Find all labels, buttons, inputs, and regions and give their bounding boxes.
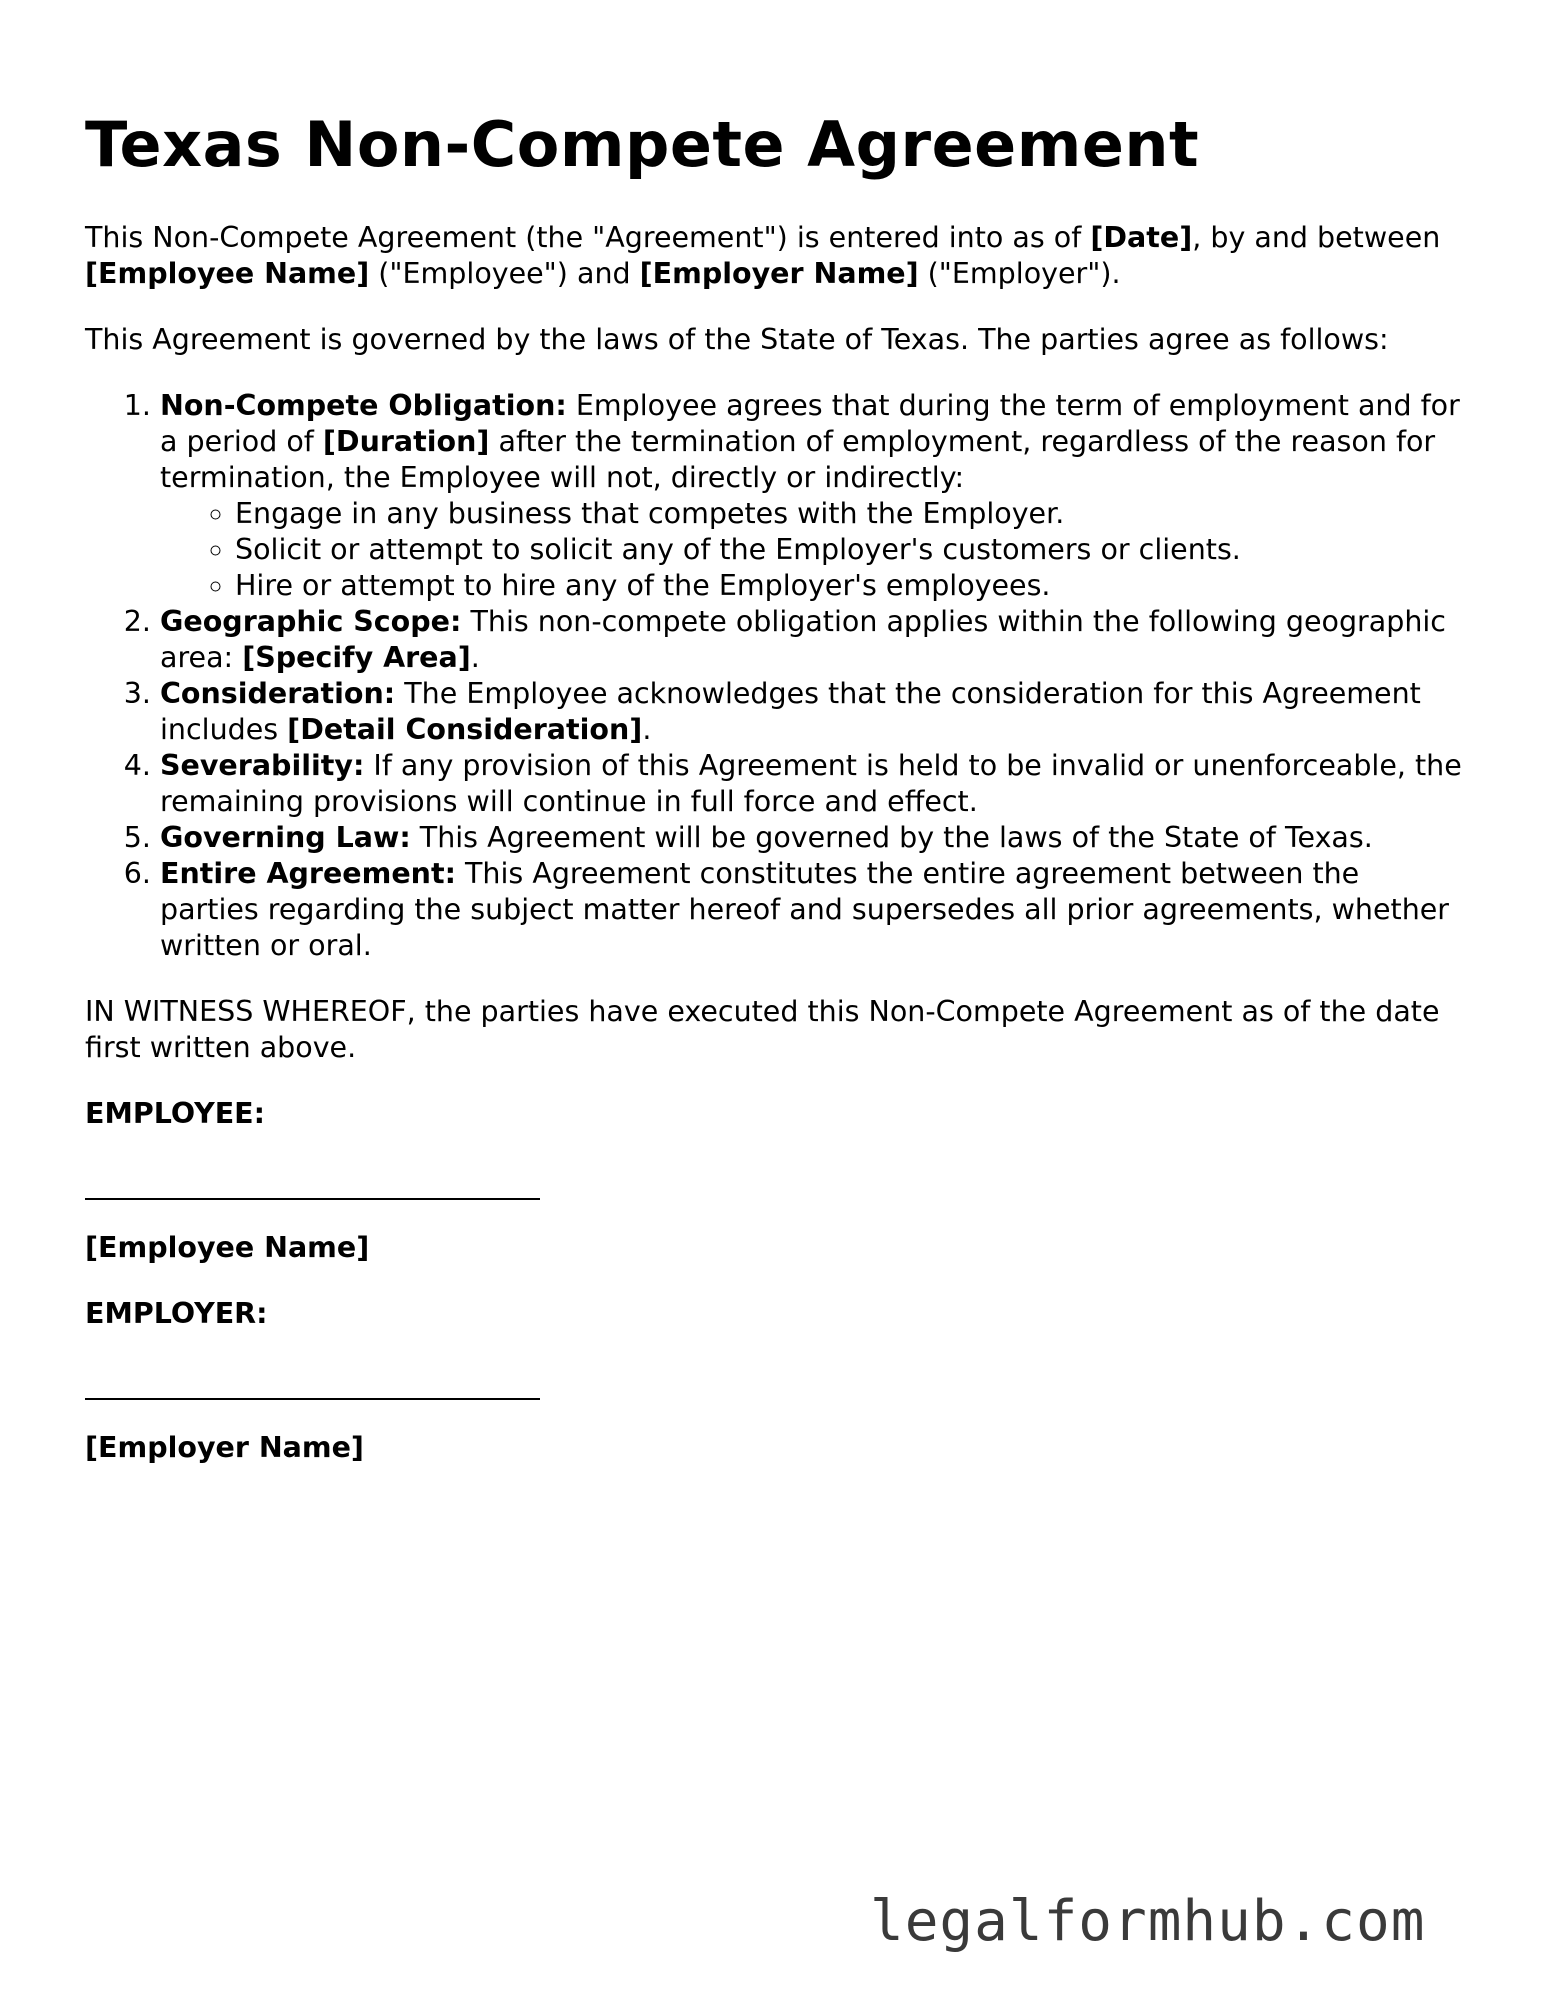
clause-heading: Entire Agreement: <box>160 857 456 890</box>
clause-heading: Non-Compete Obligation: <box>160 389 567 422</box>
employee-signature-block <box>85 1096 1465 1266</box>
clause-non-compete: 1. Non-Compete Obligation: Employee agrees that during the term of employment and for a period of [Duration] after the termination of employment, regardless of the reason for termination, the Employee will not, directly or indirectly: ◦ Engage in any business that competes with the Employer. ◦ Solicit or attempt to solicit any of the Employer's customers or clients. ◦ Hire or attempt to hire any of the Employer's employees. <box>160 388 1465 604</box>
clause-list <box>85 388 1465 964</box>
clause-geographic-scope: 2. Geographic Scope: This non-compete obligation applies within the following geographic area: [Specify Area]. <box>160 604 1465 676</box>
employee-name-placeholder: [Employee Name] <box>85 257 370 290</box>
employee-signature-line[interactable] <box>85 1162 540 1200</box>
document-title: Texas Non-Compete Agreement <box>85 108 1200 181</box>
restriction-list <box>160 496 1465 604</box>
employer-signature-line[interactable] <box>85 1362 540 1400</box>
clause-heading: Geographic Scope: <box>160 605 462 638</box>
clause-entire-agreement: 6. Entire Agreement: This Agreement constitutes the entire agreement between the parties regarding the subject matter hereof and supersedes all prior agreements, whether written or oral. <box>160 856 1465 964</box>
witness-paragraph: IN WITNESS WHEREOF, the parties have executed this Non-Compete Agreement as of the date first written above. <box>85 995 1440 1064</box>
clause-heading: Consideration: <box>160 677 396 710</box>
employer-signature-block <box>85 1296 1465 1466</box>
document-body <box>85 220 1465 1496</box>
employer-signature-name: [Employer Name] <box>85 1431 364 1464</box>
intro-text-3: ("Employee") and <box>369 257 640 290</box>
restriction-item: ◦ Solicit or attempt to solicit any of the Employer's customers or clients. <box>235 532 1465 568</box>
clause-heading: Severability: <box>160 749 365 782</box>
site-watermark: legalformhub.com <box>870 1889 1426 1954</box>
governing-intro-paragraph: This Agreement is governed by the laws of the State of Texas. The parties agree as follows: <box>85 323 1389 356</box>
area-placeholder: [Specify Area] <box>242 641 471 674</box>
employer-label: EMPLOYER: <box>85 1297 268 1330</box>
intro-text-2: , by and between <box>1192 221 1441 254</box>
clause-governing-law: 5. Governing Law: This Agreement will be governed by the laws of the State of Texas. <box>160 820 1465 856</box>
restriction-item: ◦ Hire or attempt to hire any of the Employer's employees. <box>235 568 1465 604</box>
employee-signature-name: [Employee Name] <box>85 1231 370 1264</box>
employee-label: EMPLOYEE: <box>85 1097 266 1130</box>
clause-heading: Governing Law: <box>160 821 411 854</box>
clause-consideration: 3. Consideration: The Employee acknowledges that the consideration for this Agreement includes [Detail Consideration]. <box>160 676 1465 748</box>
clause-severability: 4. Severability: If any provision of this Agreement is held to be invalid or unenforceable, the remaining provisions will continue in full force and effect. <box>160 748 1465 820</box>
intro-text-1: This Non-Compete Agreement (the "Agreement") is entered into as of <box>85 221 1091 254</box>
date-placeholder: [Date] <box>1090 221 1193 254</box>
intro-text-4: ("Employer"). <box>918 257 1121 290</box>
intro-paragraph <box>85 220 1465 292</box>
consideration-placeholder: [Detail Consideration] <box>287 713 643 746</box>
employer-name-placeholder: [Employer Name] <box>639 257 919 290</box>
duration-placeholder: [Duration] <box>322 425 490 458</box>
restriction-item: ◦ Engage in any business that competes with the Employer. <box>235 496 1465 532</box>
